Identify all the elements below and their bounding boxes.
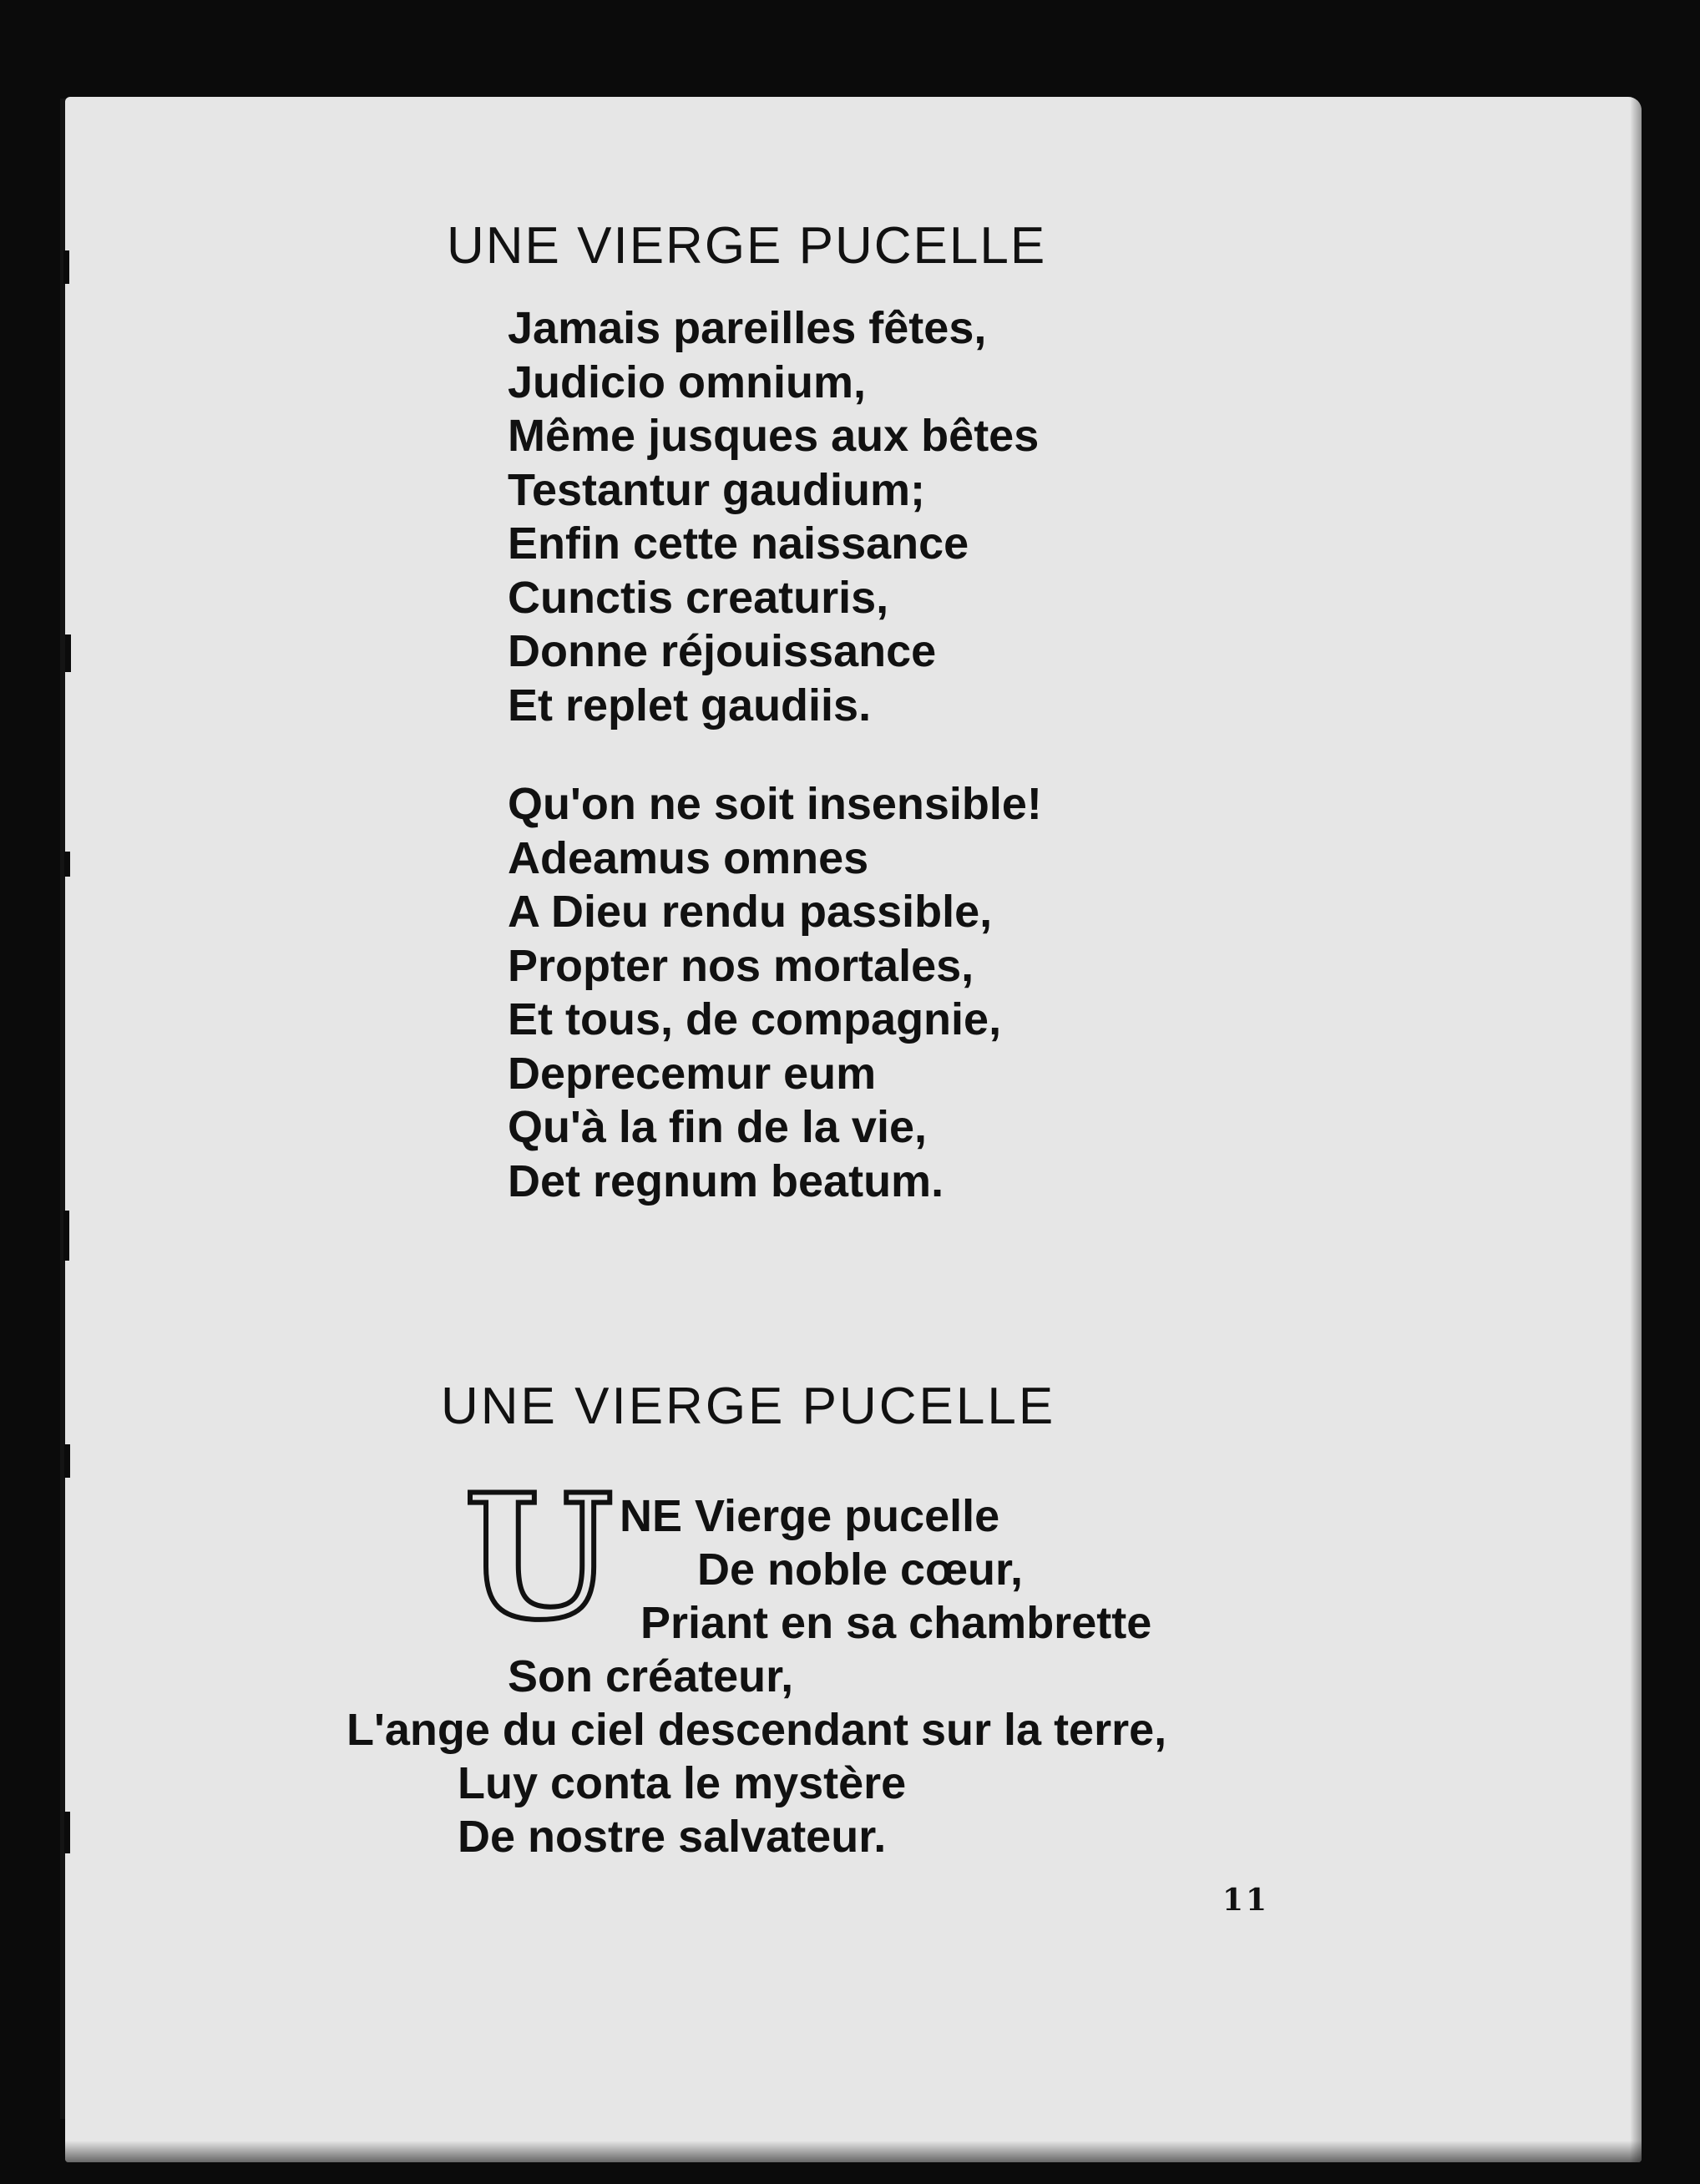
binding-mark	[64, 852, 70, 877]
binding-mark	[64, 1444, 70, 1478]
verse-line: A Dieu rendu passible,	[508, 887, 993, 937]
page-number: 11	[1222, 1883, 1270, 1918]
section-title-2: UNE VIERGE PUCELLE	[441, 1378, 1056, 1435]
drop-cap-initial: U	[464, 1458, 614, 1658]
book-page	[65, 97, 1642, 2162]
binding-mark	[63, 1211, 69, 1261]
stanza-1	[508, 301, 1039, 732]
page-edge-shadow	[1630, 97, 1642, 2162]
verse-line: Testantur gaudium;	[508, 464, 926, 515]
verse-line: Priant en sa chambrette	[640, 1598, 1152, 1648]
section-title: UNE VIERGE PUCELLE	[447, 217, 1047, 275]
verse-line: De nostre salvateur.	[458, 1812, 887, 1862]
verse-line: Deprecemur eum	[508, 1048, 877, 1099]
verse-line: Propter nos mortales,	[508, 940, 974, 991]
verse-line: Det regnum beatum.	[508, 1155, 944, 1206]
verse-line: Adeamus omnes	[508, 832, 869, 883]
stanza-2	[508, 777, 1042, 1208]
verse-line: Et replet gaudiis.	[508, 680, 872, 731]
verse-line: Et tous, de compagnie,	[508, 994, 1002, 1044]
binding-mark	[63, 250, 69, 284]
binding-mark	[64, 1812, 70, 1853]
verse-line: Qu'on ne soit insensible!	[508, 779, 1042, 829]
verse-line: Enfin cette naissance	[508, 518, 969, 569]
verse-line: Même jusques aux bêtes	[508, 411, 1040, 461]
verse-line: De noble cœur,	[697, 1544, 1024, 1595]
binding-mark	[65, 634, 71, 672]
verse-line: Luy conta le mystère	[458, 1758, 907, 1808]
verse-line: Judicio omnium,	[508, 356, 867, 407]
verse-line: Qu'à la fin de la vie,	[508, 1102, 928, 1152]
verse-line-first: NE Vierge pucelle	[620, 1491, 1000, 1541]
verse-line: Jamais pareilles fêtes,	[508, 303, 987, 353]
verse-line: Son créateur,	[508, 1651, 794, 1701]
verse-line: Donne réjouissance	[508, 626, 937, 676]
verse-line: L'ange du ciel descendant sur la terre,	[347, 1705, 1167, 1755]
page-bottom-edge	[65, 2141, 1642, 2162]
verse-line: Cunctis creaturis,	[508, 572, 889, 623]
